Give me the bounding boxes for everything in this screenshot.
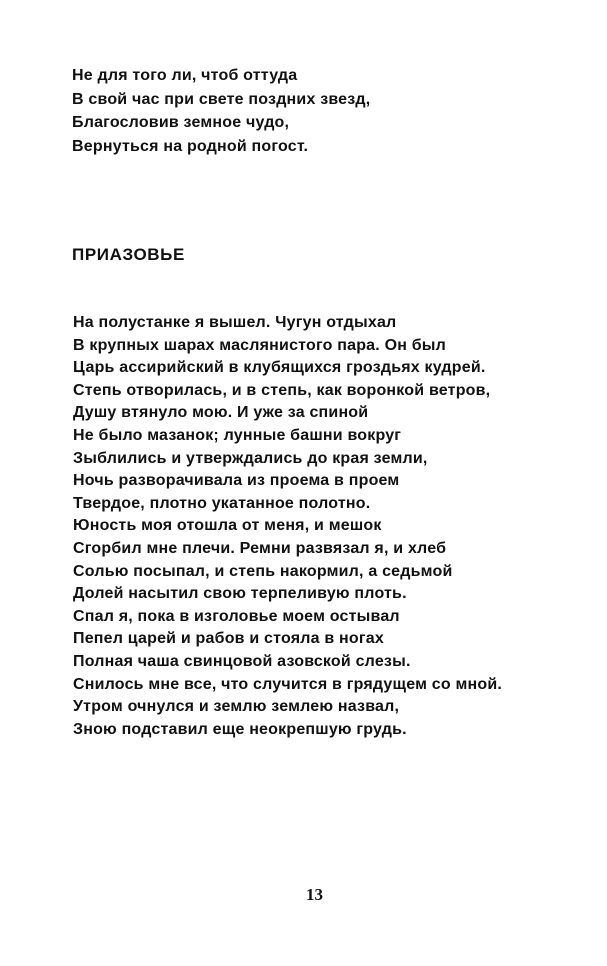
- poem-line: Солью посыпал, и степь накормил, а седьмой: [73, 562, 453, 580]
- poem-line: Твердое, плотно укатанное полотно.: [73, 494, 371, 512]
- poem-line: В крупных шарах маслянистого пара. Он был: [73, 336, 447, 354]
- poem-line: На полустанке я вышел. Чугун отдыхал: [73, 314, 397, 331]
- poem-line: Благословив земное чудо,: [72, 114, 290, 131]
- poem-line: Душу втянуло мою. И уже за спиной: [73, 404, 369, 422]
- poem-title: ПРИАЗОВЬЕ: [72, 245, 185, 264]
- poem-line: Полная чаша свинцовой азовской слезы.: [73, 652, 411, 670]
- poem-line: Спал я, пока в изголовье моем остывал: [73, 607, 400, 625]
- poem-line: Утром очнулся и землю землею назвал,: [73, 698, 400, 716]
- poem-line: В свой час при свете поздних звезд,: [72, 90, 371, 108]
- poem-line: Ночь разворачивала из проема в проем: [73, 472, 400, 490]
- poem-body: [73, 312, 573, 741]
- poem-line: Зыблились и утверждались до края земли,: [73, 449, 428, 467]
- poem-line: Пепел царей и рабов и стояла в ногах: [73, 630, 384, 648]
- closing-stanza: [72, 64, 572, 158]
- poem-line: Долей насытил свою терпеливую плоть.: [73, 585, 407, 603]
- poem-line: Зною подставил еще неокрепшую грудь.: [73, 720, 407, 738]
- poem-line: Не для того ли, чтоб оттуда: [72, 67, 298, 84]
- poem-line: Сгорбил мне плечи. Ремни развязал я, и хлеб: [73, 539, 447, 557]
- poem-line: Не было мазанок; лунные башни вокруг: [73, 426, 402, 444]
- poem-line: Снилось мне все, что случится в грядущем со мной.: [73, 675, 503, 693]
- poem-line: Вернуться на родной погост.: [72, 137, 309, 155]
- poem-line: Степь отворилась, и в степь, как воронкой ветров,: [73, 381, 491, 399]
- poem-line: Юность моя отошла от меня, и мешок: [73, 517, 382, 535]
- page-number: 13: [306, 885, 323, 904]
- poem-line: Царь ассирийский в клубящихся гроздьях кудрей.: [73, 359, 486, 377]
